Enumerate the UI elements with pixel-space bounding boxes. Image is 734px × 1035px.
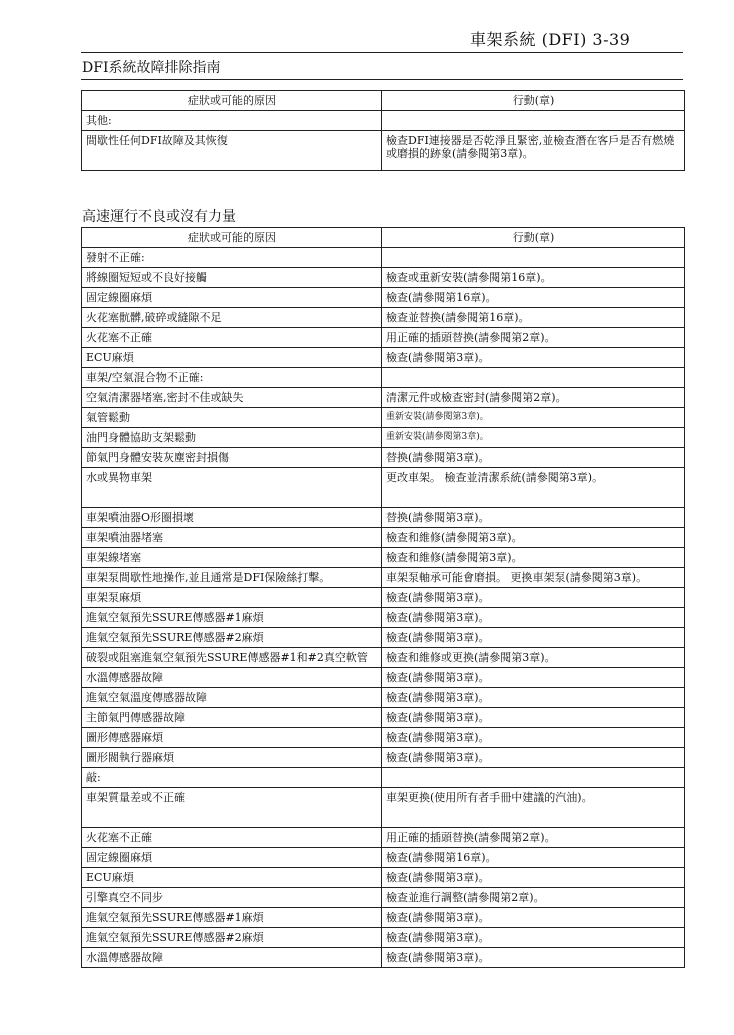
- action-cell: 用正確的插頭替換(請參閱第2章)。: [382, 328, 685, 348]
- cause-cell: 車架噴油器O形圈損壞: [82, 508, 382, 528]
- troubleshooting-table-other: [81, 90, 685, 171]
- cause-cell: 圖形傳感器麻煩: [82, 728, 382, 748]
- cause-cell: 車架噴油器堵塞: [82, 528, 382, 548]
- table-row: [82, 648, 685, 668]
- cause-cell: 火花塞不正確: [82, 828, 382, 848]
- cause-cell: 車架質量差或不正確: [82, 788, 382, 828]
- table-row: [82, 828, 685, 848]
- action-cell: 檢查(請參閱第3章)。: [382, 908, 685, 928]
- action-cell: 檢查和維修或更換(請參閱第3章)。: [382, 648, 685, 668]
- action-cell: [382, 248, 685, 268]
- table-row: [82, 308, 685, 328]
- table-row: [82, 868, 685, 888]
- table-row: [82, 948, 685, 968]
- column-header-action: 行動(章): [382, 228, 685, 248]
- cause-cell: 氣管鬆動: [82, 408, 382, 428]
- table-row: [82, 428, 685, 448]
- page-title: 車架系統 (DFI) 3-39: [470, 30, 631, 49]
- cause-cell: 火花塞不正確: [82, 328, 382, 348]
- section-divider: [81, 79, 683, 80]
- group-label: 車架/空氣混合物不正確:: [82, 368, 382, 388]
- table-row: [82, 788, 685, 828]
- cause-cell: 破裂或阻塞進氣空氣預先SSURE傳感器#1和#2真空軟管: [82, 648, 382, 668]
- action-cell: 重新安裝(請參閱第3章)。: [382, 408, 685, 428]
- cause-cell: 進氣空氣預先SSURE傳感器#1麻煩: [82, 608, 382, 628]
- action-cell: 用正確的插頭替換(請參閱第2章)。: [382, 828, 685, 848]
- action-cell: [382, 368, 685, 388]
- table-row: [82, 528, 685, 548]
- action-cell: 檢查DFI連接器是否乾淨且緊密,並檢查潛在客戶是否有燃燒或磨損的跡象(請參閱第3章)。: [382, 131, 685, 171]
- cause-cell: 將線圈短短或不良好接觸: [82, 268, 382, 288]
- table-row: [82, 688, 685, 708]
- table-row: [82, 628, 685, 648]
- action-cell: 檢查(請參閱第3章)。: [382, 608, 685, 628]
- section-title: DFI系統故障排除指南: [82, 60, 221, 76]
- cause-cell: ECU麻煩: [82, 868, 382, 888]
- action-cell: 檢查(請參閱第3章)。: [382, 928, 685, 948]
- cause-cell: 進氣空氣預先SSURE傳感器#2麻煩: [82, 928, 382, 948]
- cause-cell: 車架泵間歇性地操作,並且通常是DFI保險絲打擊。: [82, 568, 382, 588]
- table-row: [82, 668, 685, 688]
- action-cell: 檢查(請參閱第3章)。: [382, 728, 685, 748]
- table-row: [82, 748, 685, 768]
- cause-cell: 進氣空氣預先SSURE傳感器#2麻煩: [82, 628, 382, 648]
- section-heading-high-speed: 高速運行不良或沒有力量: [82, 209, 236, 225]
- cause-cell: 圖形閥執行器麻煩: [82, 748, 382, 768]
- action-cell: 檢查(請參閱第3章)。: [382, 668, 685, 688]
- cause-cell: 油門身體協助支架鬆動: [82, 428, 382, 448]
- cause-cell: 火花塞骯髒,破碎或縫隙不足: [82, 308, 382, 328]
- cause-cell: 固定線圈麻煩: [82, 288, 382, 308]
- table-row: [82, 468, 685, 508]
- table-row: [82, 888, 685, 908]
- action-cell: 清潔元件或檢查密封(請參閱第2章)。: [382, 388, 685, 408]
- table-row: [82, 288, 685, 308]
- table-row: [82, 728, 685, 748]
- cause-cell: 車架線堵塞: [82, 548, 382, 568]
- table-row: [82, 548, 685, 568]
- action-cell: 檢查(請參閱第3章)。: [382, 868, 685, 888]
- action-cell: 更改車架。 檢查並清潔系統(請參閱第3章)。: [382, 468, 685, 508]
- table-row: [82, 508, 685, 528]
- table-header-row: [82, 228, 685, 248]
- cause-cell: 水溫傳感器故障: [82, 948, 382, 968]
- action-cell: 車架泵軸承可能會磨損。 更換車架泵(請參閱第3章)。: [382, 568, 685, 588]
- action-cell: 檢查並替換(請參閱第16章)。: [382, 308, 685, 328]
- column-header-action: 行動(章): [382, 91, 685, 111]
- cause-cell: 車架泵麻煩: [82, 588, 382, 608]
- action-cell: 替換(請參閱第3章)。: [382, 448, 685, 468]
- table-row: [82, 348, 685, 368]
- action-cell: 檢查(請參閱第3章)。: [382, 748, 685, 768]
- table-row: [82, 448, 685, 468]
- table-row: [82, 848, 685, 868]
- table-row: [82, 328, 685, 348]
- group-label: 發射不正確:: [82, 248, 382, 268]
- table-row: [82, 588, 685, 608]
- table-row: [82, 908, 685, 928]
- action-cell: [382, 768, 685, 788]
- cause-cell: 水溫傳感器故障: [82, 668, 382, 688]
- table-group-row: [82, 368, 685, 388]
- cause-cell: 節氣門身體安裝灰塵密封損傷: [82, 448, 382, 468]
- cause-cell: ECU麻煩: [82, 348, 382, 368]
- cause-cell: 水或異物車架: [82, 468, 382, 508]
- group-label: 其他:: [82, 111, 382, 131]
- action-cell: 檢查(請參閱第3章)。: [382, 588, 685, 608]
- action-cell: 檢查(請參閱第16章)。: [382, 288, 685, 308]
- action-cell: 檢查或重新安裝(請參閱第16章)。: [382, 268, 685, 288]
- group-label: 敲:: [82, 768, 382, 788]
- table-row: [82, 268, 685, 288]
- action-cell: 車架更換(使用所有者手冊中建議的汽油)。: [382, 788, 685, 828]
- table-row: [82, 568, 685, 588]
- table-row: [82, 131, 685, 171]
- table-group-row: [82, 768, 685, 788]
- table-header-row: [82, 91, 685, 111]
- cause-cell: 進氣空氣溫度傳感器故障: [82, 688, 382, 708]
- action-cell: 檢查(請參閱第3章)。: [382, 948, 685, 968]
- header-divider: [81, 52, 683, 53]
- table-row: [82, 928, 685, 948]
- action-cell: 替換(請參閱第3章)。: [382, 508, 685, 528]
- table-row: [82, 388, 685, 408]
- table-row: [82, 408, 685, 428]
- action-cell: 檢查和維修(請參閱第3章)。: [382, 548, 685, 568]
- column-header-cause: 症狀或可能的原因: [82, 91, 382, 111]
- cause-cell: 引擎真空不同步: [82, 888, 382, 908]
- column-header-cause: 症狀或可能的原因: [82, 228, 382, 248]
- action-cell: [382, 111, 685, 131]
- table-group-row: [82, 111, 685, 131]
- cause-cell: 固定線圈麻煩: [82, 848, 382, 868]
- action-cell: 檢查並進行調整(請參閱第2章)。: [382, 888, 685, 908]
- table-group-row: [82, 248, 685, 268]
- cause-cell: 主節氣門傳感器故障: [82, 708, 382, 728]
- action-cell: 檢查(請參閱第3章)。: [382, 628, 685, 648]
- action-cell: 檢查(請參閱第16章)。: [382, 848, 685, 868]
- action-cell: 檢查(請參閱第3章)。: [382, 708, 685, 728]
- cause-cell: 空氣清潔器堵塞,密封不佳或缺失: [82, 388, 382, 408]
- table-row: [82, 708, 685, 728]
- cause-cell: 間歇性任何DFI故障及其恢復: [82, 131, 382, 171]
- action-cell: 檢查(請參閱第3章)。: [382, 688, 685, 708]
- action-cell: 檢查和維修(請參閱第3章)。: [382, 528, 685, 548]
- troubleshooting-table-high-speed: [81, 227, 685, 968]
- action-cell: 檢查(請參閱第3章)。: [382, 348, 685, 368]
- action-cell: 重新安裝(請參閱第3章)。: [382, 428, 685, 448]
- table-row: [82, 608, 685, 628]
- cause-cell: 進氣空氣預先SSURE傳感器#1麻煩: [82, 908, 382, 928]
